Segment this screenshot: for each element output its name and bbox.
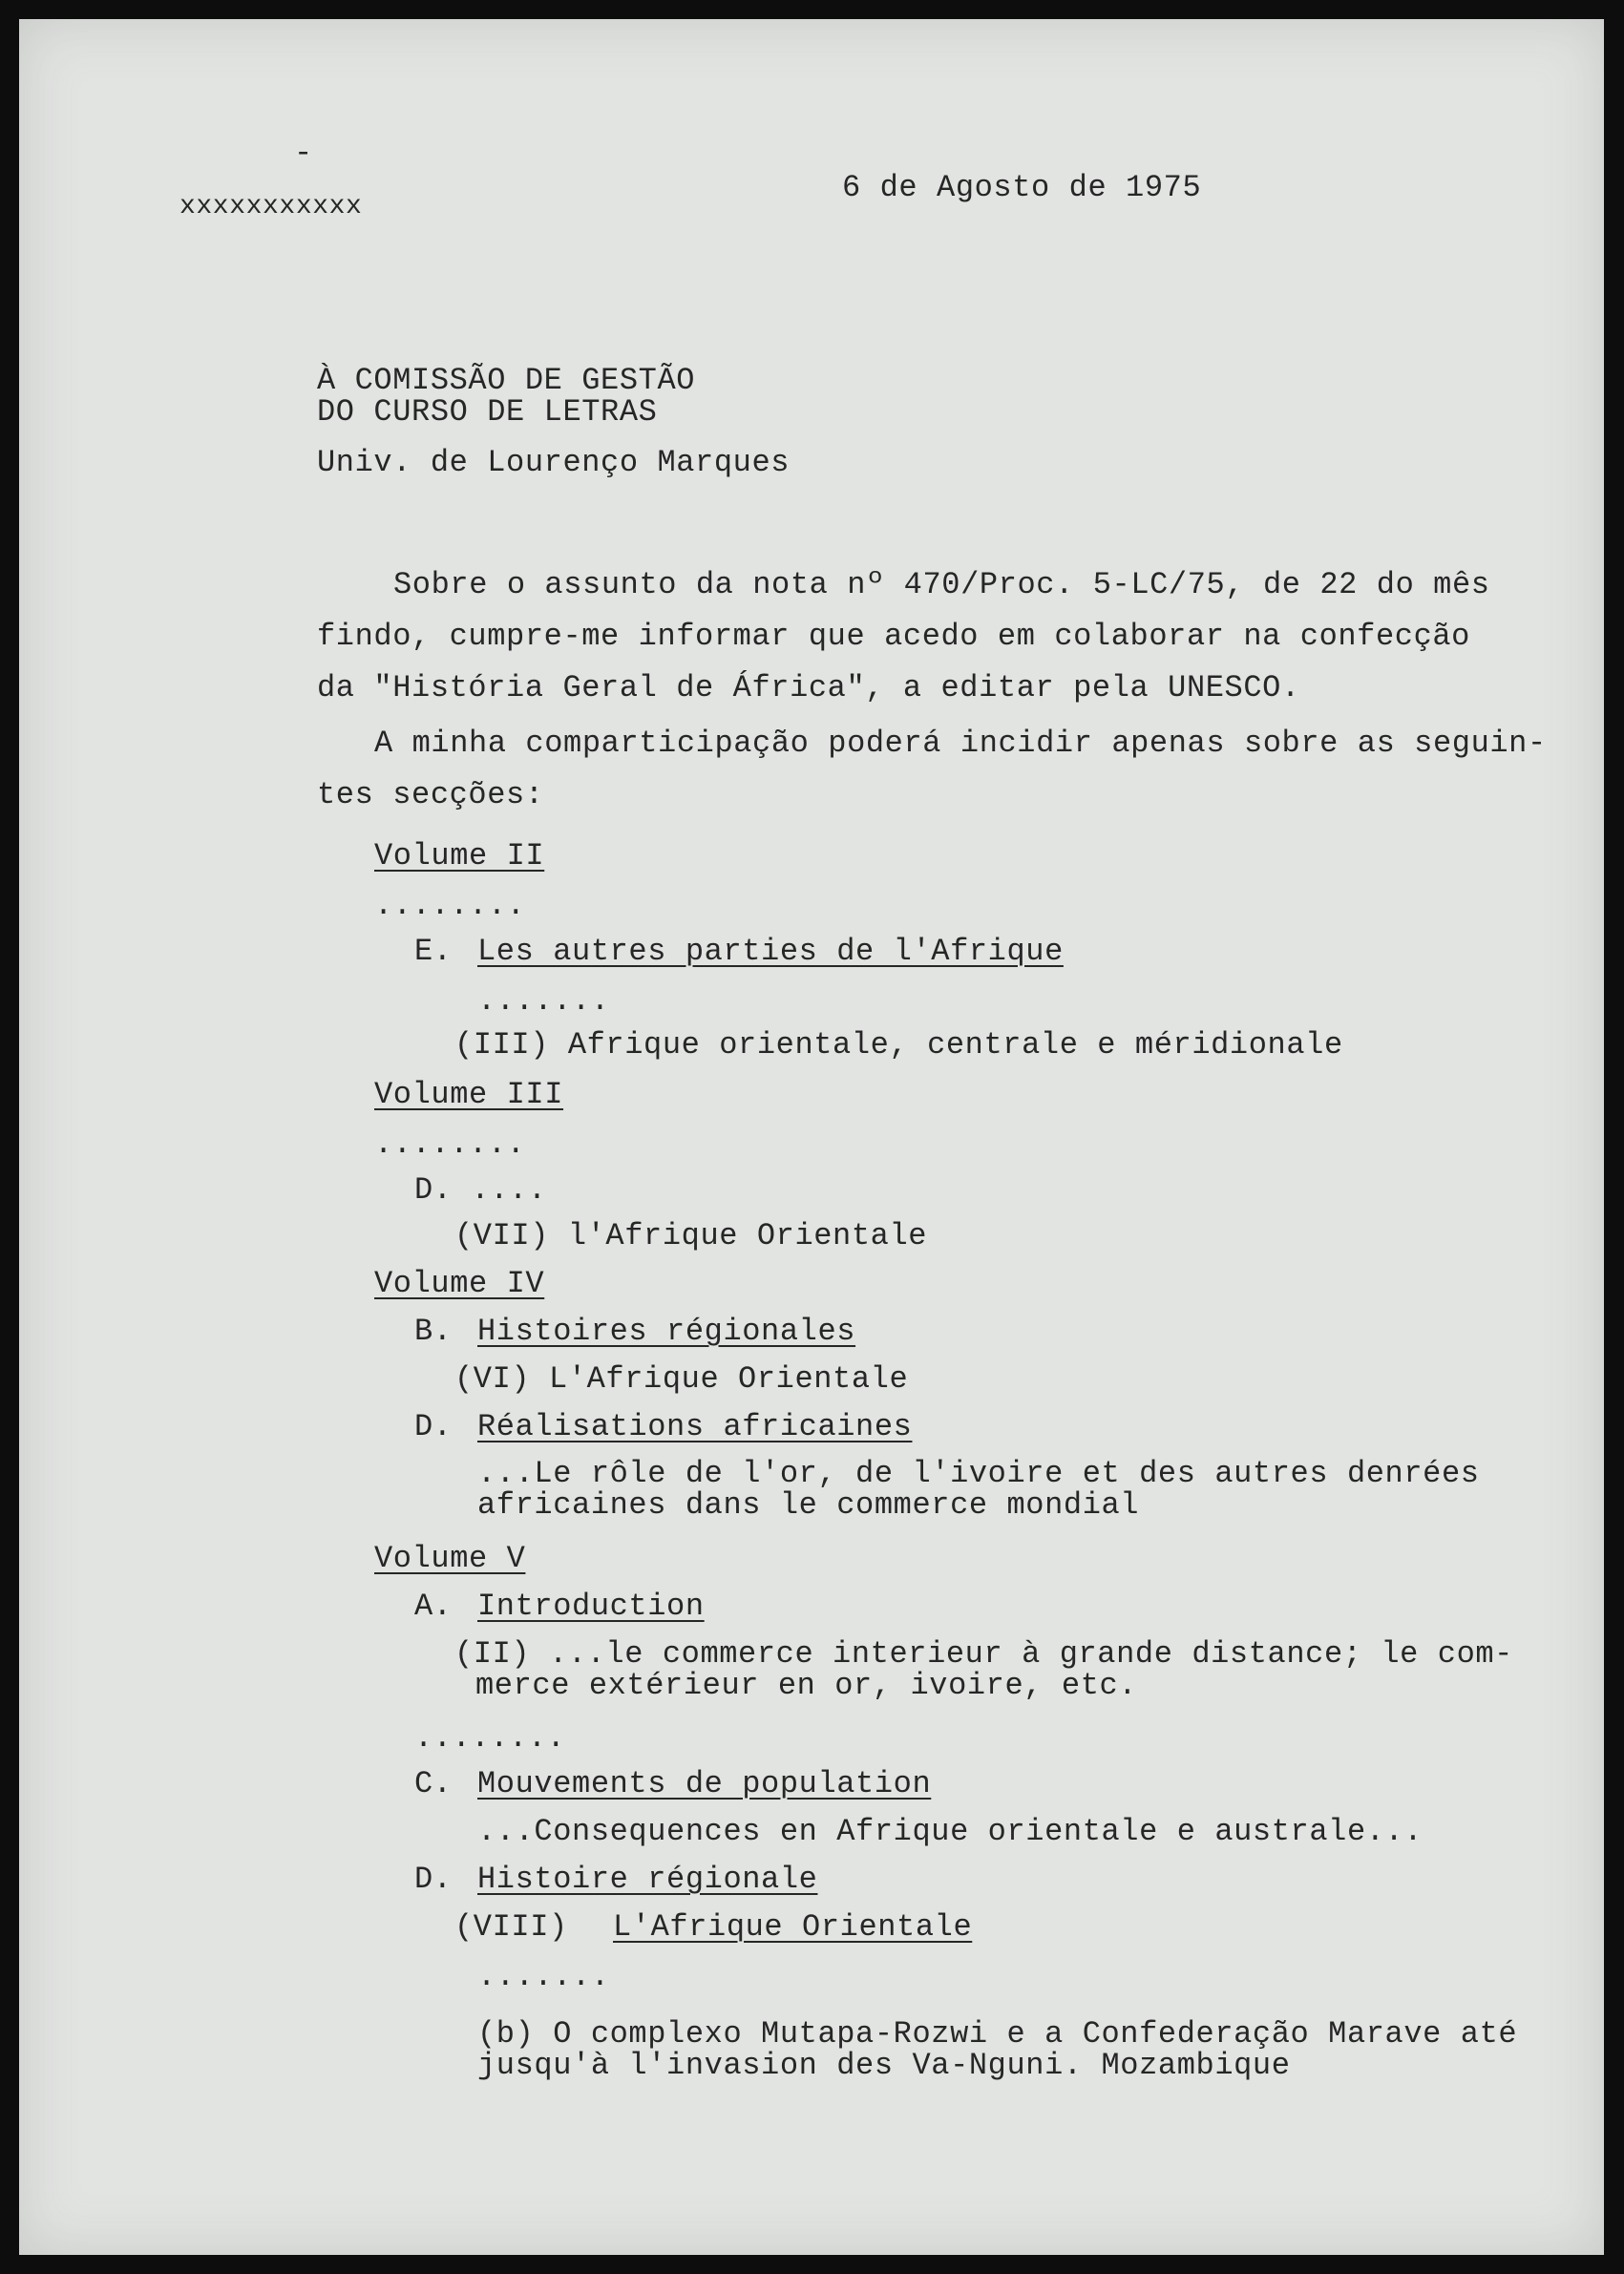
volume-4-section-b-title: Histoires régionales <box>477 1314 856 1349</box>
volume-2-section-e-item: (III) Afrique orientale, centrale e méridionale <box>454 1027 1343 1063</box>
recipient-line-1: À COMISSÃO DE GESTÃO <box>317 363 696 398</box>
letter-date: 6 de Agosto de 1975 <box>842 170 1202 205</box>
volume-2-section-e-title: Les autres parties de l'Afrique <box>477 934 1064 969</box>
volume-5-heading: Volume V <box>374 1541 526 1576</box>
volume-5-section-c-letter: C. <box>414 1766 453 1801</box>
volume-3-section-d: D. .... <box>414 1172 547 1208</box>
volume-4-section-b-letter: B. <box>414 1314 453 1349</box>
recipient-line-2: DO CURSO DE LETRAS <box>317 394 658 430</box>
volume-5-section-c-item: ...Consequences en Afrique orientale e australe... <box>477 1814 1424 1849</box>
volume-3-heading: Volume III <box>374 1077 564 1112</box>
volume-5-section-a-item-line-1: (II) ...le commerce interieur à grande distance; le com- <box>454 1636 1513 1672</box>
para1-line-2: findo, cumpre-me informar que acedo em colaborar na confecção <box>317 619 1470 654</box>
struck-reference: xxxxxxxxxxx <box>179 192 363 221</box>
volume-5-section-d-item-line-1: (b) O complexo Mutapa-Rozwi e a Confederação Marave até <box>477 2016 1518 2052</box>
volume-3-ellipsis: ........ <box>374 1126 526 1162</box>
volume-2-ellipsis: ........ <box>374 888 526 923</box>
recipient-line-3: Univ. de Lourenço Marques <box>317 445 791 480</box>
volume-5-section-c-title: Mouvements de population <box>477 1766 932 1801</box>
para2-line-2: tes secções: <box>317 777 544 812</box>
volume-5-section-d-title: Histoire régionale <box>477 1862 818 1897</box>
volume-4-section-d-letter: D. <box>414 1409 453 1444</box>
volume-4-section-d-title: Réalisations africaines <box>477 1409 913 1444</box>
volume-2-section-e-ellipsis: ....... <box>477 983 610 1019</box>
volume-2-section-e-letter: E. <box>414 934 453 969</box>
volume-3-section-d-item: (VII) l'Afrique Orientale <box>454 1218 928 1253</box>
volume-5-section-d-letter: D. <box>414 1862 453 1897</box>
para2-line-1: A minha comparticipação poderá incidir apenas sobre as seguin- <box>374 726 1547 761</box>
volume-5-section-a-item-line-2: merce extérieur en or, ivoire, etc. <box>475 1668 1138 1703</box>
volume-5-section-a-title: Introduction <box>477 1589 705 1624</box>
volume-5-section-d-item-line-2: jusqu'à l'invasion des Va-Nguni. Mozambique <box>477 2048 1291 2083</box>
para1-line-1: Sobre o assunto da nota nº 470/Proc. 5-LC/75, de 22 do mês <box>393 567 1490 602</box>
volume-4-section-d-item-line-1: ...Le rôle de l'or, de l'ivoire et des autres denrées <box>477 1456 1480 1491</box>
volume-5-section-d-ellipsis: ....... <box>477 1959 610 1994</box>
volume-5-section-a-letter: A. <box>414 1589 453 1624</box>
volume-5-section-d-sub-roman: (VIII) <box>454 1909 568 1945</box>
volume-2-heading: Volume II <box>374 838 545 874</box>
header-mark: - <box>294 136 313 171</box>
letter-page <box>19 19 1604 2255</box>
volume-4-section-d-item-line-2: africaines dans le commerce mondial <box>477 1487 1140 1523</box>
volume-4-heading: Volume IV <box>374 1266 545 1301</box>
para1-line-3: da "História Geral de África", a editar pela UNESCO. <box>317 670 1300 705</box>
volume-5-ellipsis: ........ <box>414 1720 566 1756</box>
volume-4-section-b-item: (VI) L'Afrique Orientale <box>454 1361 909 1397</box>
volume-5-section-d-sub-title: L'Afrique Orientale <box>613 1909 973 1945</box>
